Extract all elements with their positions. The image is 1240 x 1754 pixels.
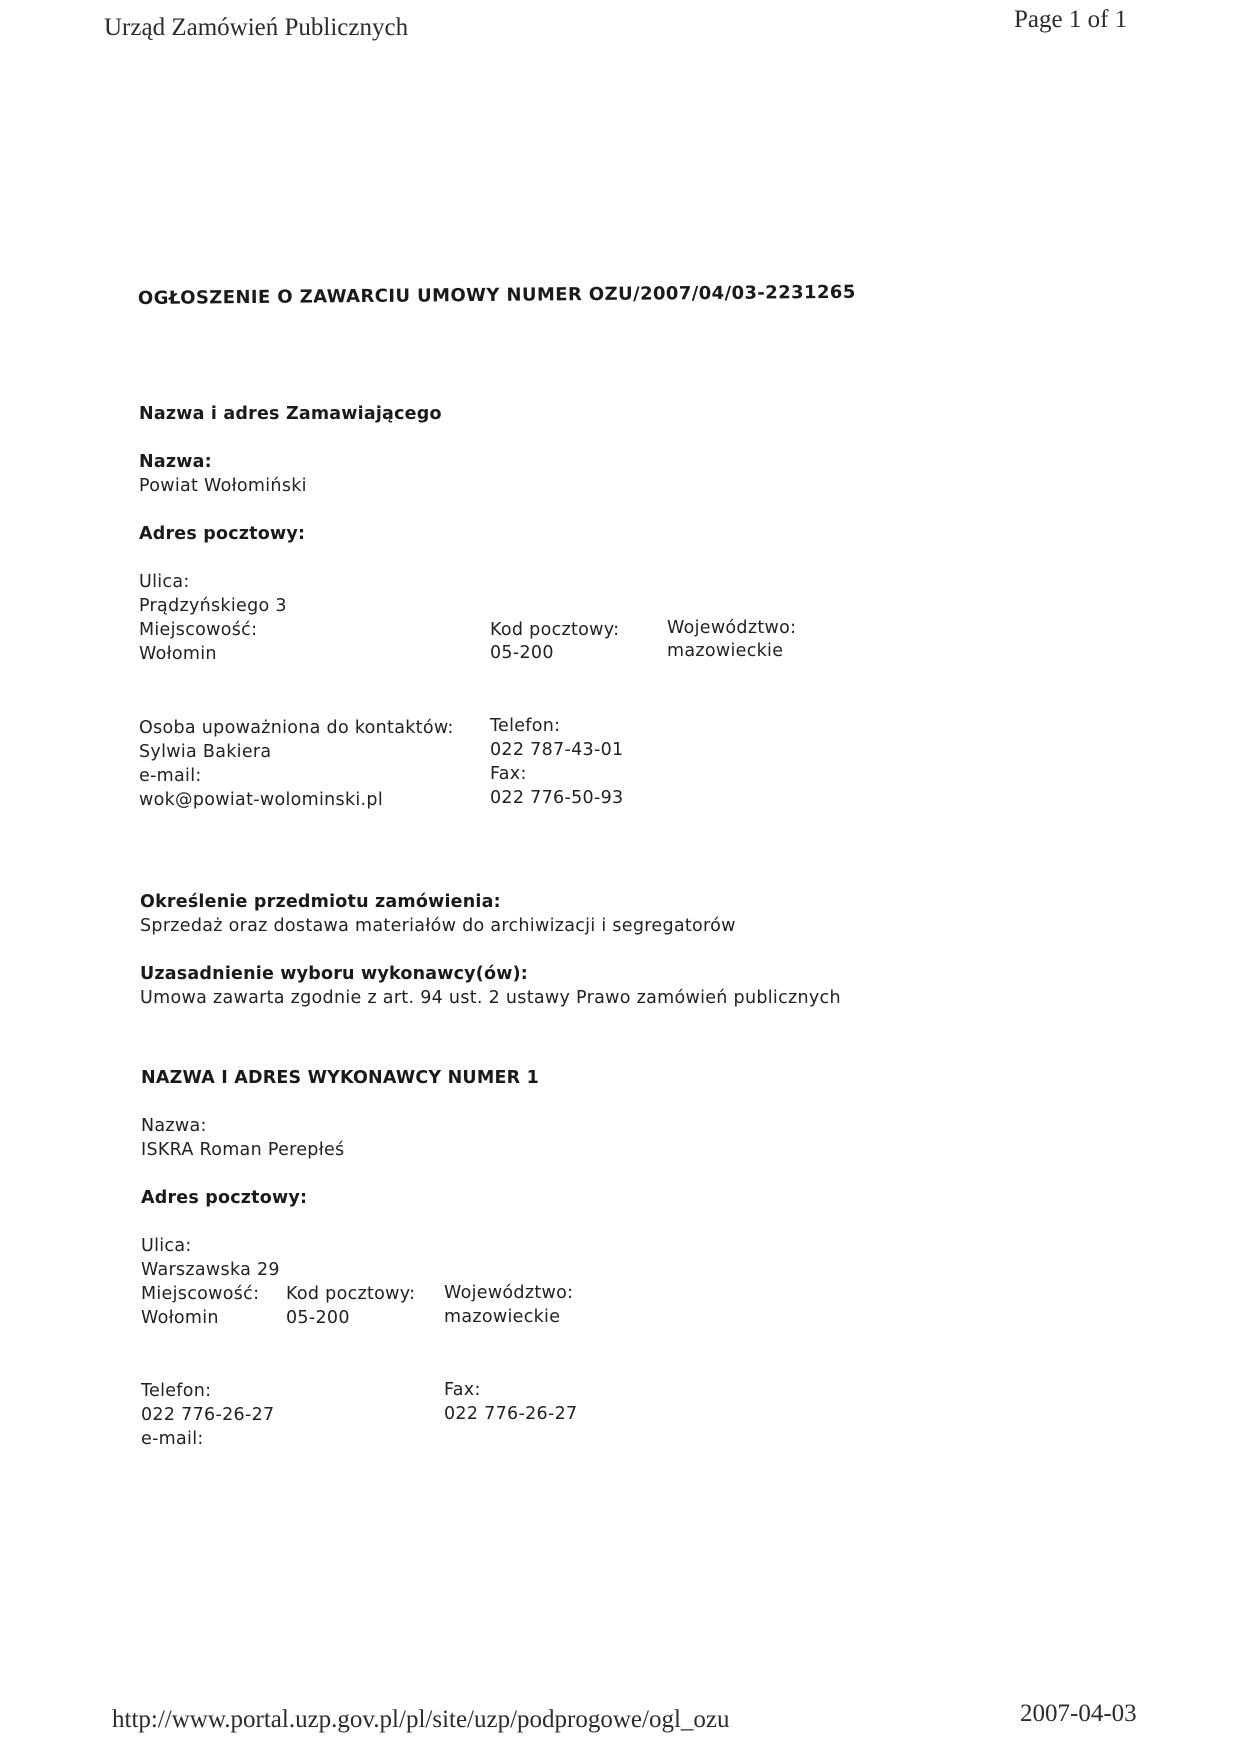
contractor-phone-label: Telefon: (141, 1381, 212, 1401)
contractor-street: Warszawska 29 (141, 1260, 280, 1280)
subject-text: Sprzedaż oraz dostawa materiałów do archiwizacji i segregatorów (140, 916, 736, 936)
address-heading: Adres pocztowy: (139, 524, 306, 544)
contact-person-label: Osoba upoważniona do kontaktów: (139, 718, 454, 738)
street-value: Prądzyńskiego 3 (139, 596, 287, 616)
email-value: wok@powiat-wolominski.pl (139, 790, 383, 810)
page-number: Page 1 of 1 (1014, 6, 1128, 33)
street-label: Ulica: (139, 572, 190, 592)
contractor-phone: 022 776-26-27 (141, 1405, 275, 1425)
notice-title: OGŁOSZENIE O ZAWARCIU UMOWY NUMER OZU/2007/04/03-2231265 (137, 281, 856, 309)
contact-person-value: Sylwia Bakiera (139, 742, 272, 762)
contractor-name: ISKRA Roman Perepłeś (141, 1140, 345, 1160)
city-value: Wołomin (139, 644, 217, 664)
authority-name: Powiat Wołomiński (139, 476, 307, 496)
contractor-province: mazowieckie (444, 1307, 561, 1327)
contractor-street-label: Ulica: (141, 1236, 192, 1256)
contractor-fax: 022 776-26-27 (444, 1404, 578, 1424)
fax-label: Fax: (490, 764, 527, 784)
city-label: Miejscowość: (139, 620, 258, 640)
print-date: 2007-04-03 (1020, 1700, 1137, 1727)
justification-heading: Uzasadnienie wyboru wykonawcy(ów): (140, 964, 528, 984)
postal-value: 05-200 (490, 643, 554, 663)
contractor-name-label: Nazwa: (141, 1116, 207, 1136)
contractor-city-label: Miejscowość: (141, 1284, 260, 1304)
phone-label: Telefon: (490, 716, 561, 736)
contractor-postal: 05-200 (286, 1308, 350, 1328)
contractor-city: Wołomin (141, 1308, 219, 1328)
contractor-province-label: Województwo: (444, 1283, 574, 1303)
contractor-email-label: e-mail: (141, 1429, 204, 1449)
source-url: http://www.portal.uzp.gov.pl/pl/site/uzp/podprogowe/ogl_ozu (112, 1706, 730, 1733)
subject-heading: Określenie przedmiotu zamówienia: (140, 892, 501, 912)
email-label: e-mail: (139, 766, 202, 786)
contractor-fax-label: Fax: (444, 1380, 481, 1400)
postal-label: Kod pocztowy: (490, 620, 620, 640)
justification-text: Umowa zawarta zgodnie z art. 94 ust. 2 ustawy Prawo zamówień publicznych (140, 988, 841, 1008)
phone-value: 022 787-43-01 (490, 740, 624, 760)
section-heading: Nazwa i adres Zamawiającego (139, 404, 442, 424)
contractor-heading: NAZWA I ADRES WYKONAWCY NUMER 1 (141, 1068, 539, 1088)
province-label: Województwo: (667, 618, 797, 638)
name-label: Nazwa: (139, 452, 212, 472)
office-name: Urząd Zamówień Publicznych (104, 14, 409, 41)
contractor-postal-label: Kod pocztowy: (286, 1284, 416, 1304)
province-value: mazowieckie (667, 641, 784, 661)
fax-value: 022 776-50-93 (490, 788, 624, 808)
contractor-address-heading: Adres pocztowy: (141, 1188, 308, 1208)
